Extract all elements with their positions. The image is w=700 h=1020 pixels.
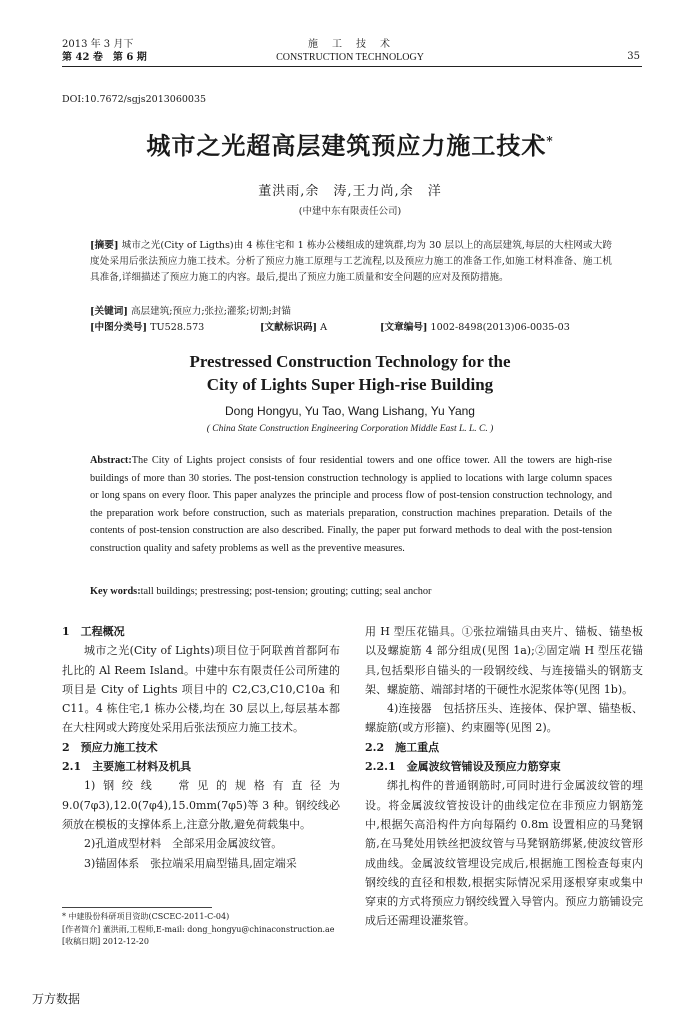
section-1-paragraph: 城市之光(City of Lights)项目位于阿联酋首都阿布扎比的 Al Reem Island。中建中东有限责任公司所建的项目是 City of Lights 项目中的 C2,C3,C10,C10a 和 C11。4 栋住宅,1 栋办公楼,均在 30 层以上,每层基本都在大柱网或大跨度处采用后张法预应力施工技术。: [62, 644, 340, 735]
footnote-author: [作者简介] 董洪雨,工程师,E-mail: dong_hongyu@chinaconstruction.ae: [62, 924, 335, 934]
title-en-line2: City of Lights Super High-rise Building: [206, 375, 494, 394]
keywords-cn: [90, 304, 612, 320]
keywords-en-label: Key words:: [90, 586, 141, 597]
section-2-heading: 2 预应力施工技术: [62, 740, 158, 754]
section-1-heading: 1 工程概况: [62, 625, 125, 638]
abstract-en: [90, 452, 612, 558]
article-value: 1002-8498(2013)06-0035-03: [430, 322, 570, 333]
header-volume: 第 42 卷 第 6 期: [62, 52, 147, 63]
footnote: [62, 911, 340, 949]
section-2-2-heading: 2.2 施工重点: [365, 740, 440, 754]
body-column-left: [62, 622, 340, 873]
footnote-rule: [62, 907, 212, 908]
abstract-en-label: Abstract:: [90, 455, 132, 466]
keywords-en-text: tall buildings; prestressing; post-tension; grouting; cutting; seal anchor: [140, 586, 432, 597]
paragraph-steel-strand: 1)钢绞线 常见的规格有直径为 9.0(7φ3),12.0(7φ4),15.0mm(7φ5)等 3 种。钢绞线必须放在模板的支撑体系上,注意分散,避免荷载集中。: [62, 779, 340, 831]
title-cn-text: 城市之光超高层建筑预应力施工技术: [146, 131, 547, 160]
header-rule: [62, 66, 642, 67]
article-number: [380, 320, 570, 336]
authors-en: Dong Hongyu, Yu Tao, Wang Lishang, Yu Yang: [225, 404, 475, 418]
section-2-1-heading: 2.1 主要施工材料及机具: [62, 760, 192, 774]
clc-value: TU528.573: [150, 322, 205, 333]
footnote-received: [收稿日期] 2012-12-20: [62, 937, 149, 946]
page-number: 35: [627, 51, 640, 62]
title-en-line1: Prestressed Construction Technology for the: [189, 352, 511, 371]
journal-name-cn: 施 工 技 术: [308, 39, 392, 50]
footnote-fund: * 中建股份科研项目资助(CSCEC-2011-C-04): [62, 912, 230, 921]
body-column-right: [365, 622, 643, 931]
doi: DOI:10.7672/sgjs2013060035: [62, 94, 207, 105]
abstract-cn-text: 城市之光(City of Ligths)由 4 栋住宅和 1 栋办公楼组成的建筑群,均为 30 层以上的高层建筑,每层的大柱网或大跨度处采用后张法预应力施工技术。分析了预应力施工原理与工艺流程,以及预应力施工的准备工作,如施工材料准备、施工机具准备,详细描述了预应力施工的内容。最后,提出了预应力施工质量和安全问题的应对及预防措施。: [90, 240, 612, 284]
keywords-cn-label: [关键词]: [90, 306, 128, 317]
authors-cn: 董洪雨,余 涛,王力尚,余 洋: [258, 184, 442, 199]
header-date: 2013 年 3 月下: [62, 39, 134, 50]
keywords-cn-text: 高层建筑;预应力;张拉;灌浆;切割;封锚: [130, 306, 292, 317]
paragraph-anchorage: 3)锚固体系 张拉端采用扁型锚具,固定端采: [84, 856, 297, 870]
title-en: [0, 350, 700, 396]
clc-label: [中图分类号]: [90, 322, 148, 333]
doc-value: A: [320, 322, 328, 333]
affiliation-cn: (中建中东有限责任公司): [298, 206, 402, 217]
abstract-cn-label: [摘要]: [90, 240, 119, 251]
abstract-cn: [90, 238, 612, 287]
title-cn: [0, 126, 700, 161]
watermark: 万方数据: [32, 992, 81, 1006]
abstract-en-text: The City of Lights project consists of four residential towers and one office tower. All the towers are high-rise buildings of more than 30 stories. The post-tension construction technology is applied to locations with large column spaces or long spans on every floor. This paper analyzes the principle and process flow of post-tension construction technology, and the preparation work before construction, such as materials preparation, construction machines preparation. Details of the contents of post-tension construction are also described. Finally, the paper put forward methods to deal with the post-tension construction quality and safety problems as well as the preventive measures.: [90, 455, 612, 554]
keywords-en: [90, 584, 612, 600]
doc-label: [文献标识码]: [260, 322, 318, 333]
paragraph-corrugated-duct: 绑扎构件的普通钢筋时,可同时进行金属波纹管的埋设。将金属波纹管按设计的曲线定位在非预应力钢筋笼中,根据矢高沿构件方向每隔约 0.8m 设置相应的马凳钢筋,在马凳处用铁丝把波纹管与马凳钢筋绑紧,使波纹管形成曲线。金属波纹管埋设完成后,根据施工图检查每束内钢绞线的直径和根数,根据实际情况采用逐根穿束或集中穿束的方式将预应力钢绞线置入导管内。预应力筋铺设完成后还需理设灌浆管。: [365, 779, 643, 928]
paragraph-anchorage-cont: 用 H 型压花锚具。①张拉端锚具由夹片、锚板、锚垫板以及螺旋筋 4 部分组成(见图 1a);②固定端 H 型压花锚具,包括梨形自锚头的一段钢绞线、与连接锚头的钢筋支架、螺旋筋、端部封堵的干硬性水泥浆体等(见图 1b)。: [365, 625, 643, 696]
clc-code: [90, 320, 204, 336]
paragraph-duct-material: 2)孔道成型材料 全部采用金属波纹管。: [84, 837, 283, 851]
section-2-2-1-heading: 2.2.1 金属波纹管铺设及预应力筋穿束: [365, 760, 561, 774]
paragraph-connector: 4)连接器 包括挤压头、连接体、保护罩、锚垫板、螺旋筋(或方形箍)、约束圈等(见图 2)。: [365, 702, 643, 735]
header-journal: [0, 38, 700, 64]
journal-name-en: CONSTRUCTION TECHNOLOGY: [276, 52, 424, 63]
affiliation-en: ( China State Construction Engineering Corporation Middle East L. L. C. ): [206, 424, 494, 434]
article-label: [文章编号]: [380, 322, 428, 333]
doc-code: [260, 320, 327, 336]
title-footnote-mark: *: [546, 134, 554, 148]
